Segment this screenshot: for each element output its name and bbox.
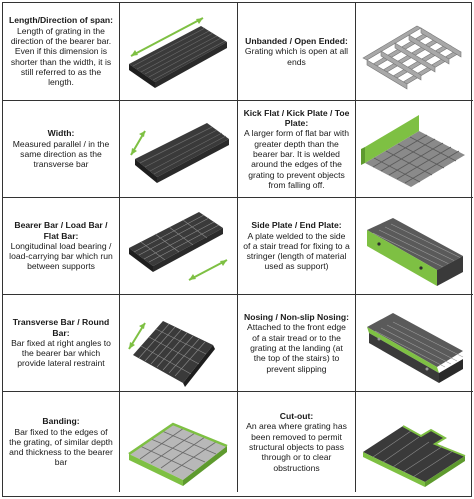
term-title: Width: <box>47 128 75 139</box>
term-title: Length/Direction of span: <box>8 15 114 26</box>
term-title: Banding: <box>42 416 80 427</box>
width-grating-illustration <box>123 103 235 195</box>
term-cell-kick-plate <box>238 101 356 198</box>
term-title: Nosing / Non-slip Nosing: <box>243 312 350 323</box>
term-description: Measured parallel / in the same direction as the transverse bar <box>12 138 110 170</box>
term-description: Longitudinal load bearing / load-carrying bar which run between supports <box>9 240 113 272</box>
bearer-bar-grating-illustration <box>123 200 235 292</box>
illustration-banding <box>120 392 238 492</box>
illustration-transverse-bar <box>120 295 238 392</box>
illustration-cut-out <box>356 392 473 492</box>
illustration-kick-plate <box>356 101 473 198</box>
term-description: An area where grating has been removed to permit structural objects to pass through or to clear obstructions <box>246 421 347 473</box>
term-cell-unbanded <box>238 3 356 101</box>
term-cell-nosing <box>238 295 356 392</box>
length-grating-illustration <box>123 6 235 98</box>
term-title: Transverse Bar / Round Bar: <box>12 317 110 338</box>
grating-terminology-table <box>2 2 472 497</box>
term-description: A larger form of flat bar with greater depth than the bearer bar. It is welded around the edges of the grating to prevent objects from falling off. <box>243 128 350 190</box>
cut-out-grating-illustration <box>359 396 471 488</box>
term-cell-cut-out <box>238 392 356 492</box>
term-description: Attached to the front edge of a stair tread or to the grating at the landing (at the top of the stairs) to prevent slipping <box>247 322 346 374</box>
banding-grating-illustration <box>123 396 235 488</box>
term-title: Kick Flat / Kick Plate / Toe Plate: <box>243 107 350 129</box>
term-title: Unbanded / Open Ended: <box>245 36 348 47</box>
term-title: Cut-out: <box>279 411 314 422</box>
nosing-stair-tread-illustration <box>359 297 471 389</box>
term-description: Length of grating in the direction of the bearer bar. Even if this dimension is shorter than the width, it is still referred to as the length. <box>10 25 112 88</box>
term-cell-transverse-bar <box>3 295 120 392</box>
term-description: Grating which is open at all ends <box>244 46 349 67</box>
term-cell-banding <box>3 392 120 492</box>
term-title: Bearer Bar / Load Bar / Flat Bar: <box>14 220 108 241</box>
term-description: Bar fixed at right angles to the bearer bar which provide lateral restraint <box>11 337 111 369</box>
illustration-bearer-bar <box>120 198 238 295</box>
unbanded-grating-illustration <box>359 6 471 98</box>
illustration-width <box>120 101 238 198</box>
transverse-bar-grating-illustration <box>123 297 235 389</box>
term-cell-bearer-bar <box>3 198 120 295</box>
term-description: A plate welded to the side of a stair tread for fixing to a stringer (length of material used as support) <box>243 230 350 272</box>
term-description: Bar fixed to the edges of the grating, of similar depth and thickness to the bearer bar <box>9 426 113 468</box>
term-title: Side Plate / End Plate: <box>251 220 342 231</box>
illustration-side-plate <box>356 198 473 295</box>
kick-plate-grating-illustration <box>359 103 471 195</box>
illustration-nosing <box>356 295 473 392</box>
side-plate-stair-tread-illustration <box>359 200 471 292</box>
term-cell-side-plate <box>238 198 356 295</box>
illustration-unbanded <box>356 3 473 101</box>
term-cell-width <box>3 101 120 198</box>
illustration-length <box>120 3 238 101</box>
term-cell-length <box>3 3 120 101</box>
